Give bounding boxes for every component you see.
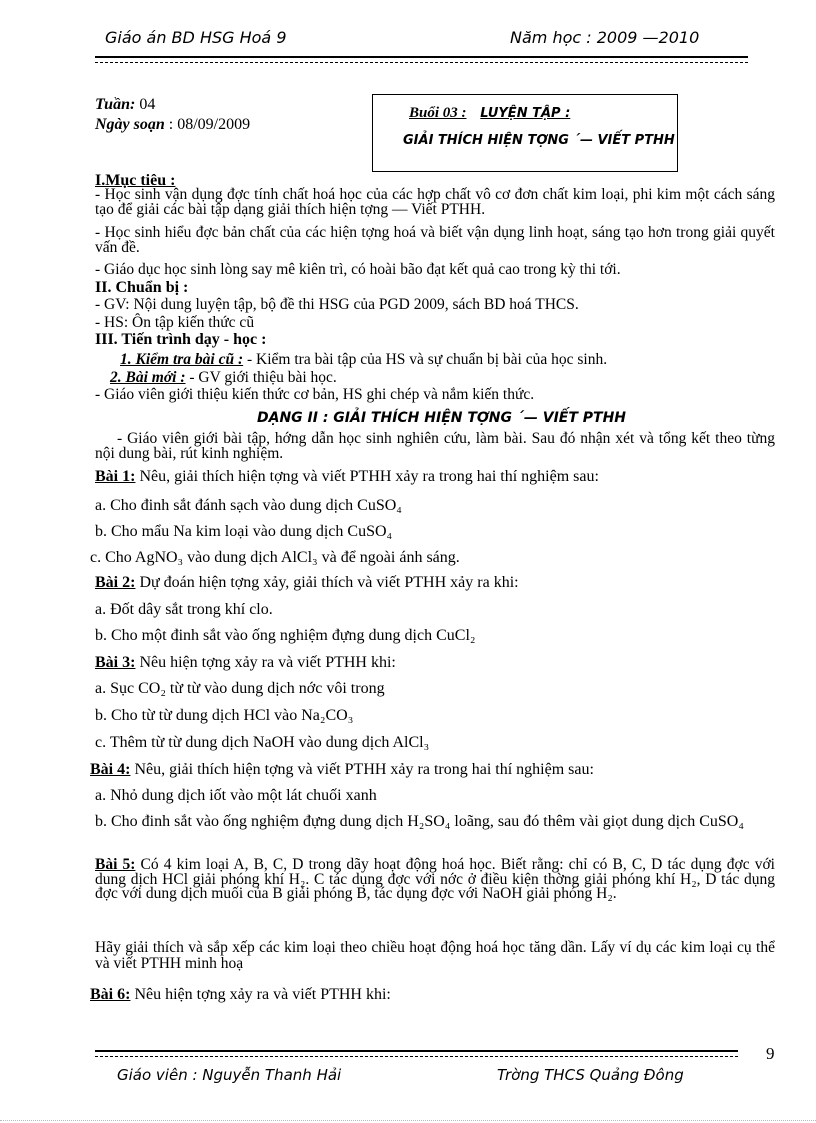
goal-3: - Giáo dục học sinh lòng say mê kiên trì, có hoài bão đạt kết quả cao trong kỳ thi tới. [95, 261, 621, 278]
session-title-box [372, 94, 678, 172]
step-2-text: - GV giới thiệu bài học. [185, 369, 337, 386]
exercise-1c: c. Cho AgNO₃ vào dung dịch AlCl₃ và để ngoài ánh sáng. [90, 549, 460, 566]
exercise-1-label: Bài 1: [95, 468, 136, 485]
exercise-1b: b. Cho mẩu Na kim loại vào dung dịch CuSO₄ [95, 523, 393, 540]
exercise-2: Bài 2: Dự đoán hiện tợng xảy, giải thích và viết PTHH xảy ra khi: [95, 574, 519, 591]
step-3: - Giáo viên giới thiệu kiến thức cơ bản, HS ghi chép và nắm kiến thức. [95, 386, 535, 403]
exercise-2a: a. Đốt dây sắt trong khí clo. [95, 601, 273, 618]
footer-teacher: Giáo viên : Nguyễn Thanh Hải [117, 1066, 342, 1084]
exercise-2-label: Bài 2: [95, 574, 136, 591]
header-title: Giáo án BD HSG Hoá 9 [105, 28, 287, 47]
step-2-label: 2. Bài mới : [110, 369, 186, 386]
header-divider-2 [95, 62, 748, 63]
footer-school: Trờng THCS Quảng Đông [497, 1066, 684, 1084]
session-label: Buổi 03 : [409, 105, 467, 121]
step-1 [120, 351, 607, 369]
section-prep-heading: II. Chuẩn bị : [95, 279, 189, 296]
exercise-4: Bài 4: Nêu, giải thích hiện tợng và viết PTHH xảy ra trong hai thí nghiệm sau: [90, 761, 594, 778]
step-1-label: 1. Kiểm tra bài cũ : [120, 351, 244, 368]
step-2 [110, 369, 337, 387]
date-label: Ngày soạn [95, 116, 165, 133]
page-number: 9 [766, 1044, 775, 1063]
dang-heading: DẠNG II : GIẢI THÍCH HIỆN TỢNG ˊ— VIẾT PTHH [257, 410, 627, 426]
date-line [95, 116, 250, 134]
exercise-3a: a. Sục CO₂ từ từ vào dung dịch nớc vôi trong [95, 680, 385, 697]
prep-gv: - GV: Nội dung luyện tập, bộ đề thi HSG của PGD 2009, sách BD hoá THCS. [95, 296, 579, 313]
prep-hs: - HS: Ôn tập kiến thức cũ [95, 314, 255, 331]
exercise-4a: a. Nhỏ dung dịch iốt vào một lát chuối xanh [95, 787, 377, 804]
exercise-3: Bài 3: Nêu hiện tợng xảy ra và viết PTHH khi: [95, 654, 396, 671]
intro-text: - Giáo viên giới bài tập, hớng dẫn học sinh nghiên cứu, làm bài. Sau đó nhận xét và tổng kết theo từng nội dung bài, rút kinh nghiệm. [95, 430, 775, 462]
section-process-heading: III. Tiến trình dạy - học : [95, 331, 267, 348]
page-edge [0, 1120, 816, 1121]
exercise-6-label: Bài 6: [90, 986, 131, 1003]
header-divider [95, 56, 748, 58]
exercise-3c: c. Thêm từ từ dung dịch NaOH vào dung dịch AlCl₃ [95, 734, 430, 751]
header-year: Năm học : 2009 —2010 [510, 28, 700, 47]
exercise-2b: b. Cho một đinh sắt vào ống nghiệm đựng dung dịch CuCl₂ [95, 627, 476, 644]
exercise-6: Bài 6: Nêu hiện tợng xảy ra và viết PTHH khi: [90, 986, 391, 1003]
exercise-1: Bài 1: Nêu, giải thích hiện tợng và viết PTHH xảy ra trong hai thí nghiệm sau: [95, 468, 599, 485]
exercise-1a: a. Cho đinh sắt đánh sạch vào dung dịch CuSO₄ [95, 497, 402, 514]
week-value: 04 [139, 96, 156, 113]
footer-divider [95, 1050, 738, 1052]
exercise-5-label: Bài 5: [95, 856, 136, 873]
exercise-4-label: Bài 4: [90, 761, 131, 778]
exercise-3b: b. Cho từ từ dung dịch HCl vào Na₂CO₃ [95, 707, 354, 724]
week-line [95, 96, 155, 114]
step-1-text: - Kiểm tra bài tập của HS và sự chuẩn bị bài của học sinh. [243, 351, 608, 368]
goal-1: - Học sinh vận dụng đợc tính chất hoá học của các hợp chất vô cơ đơn chất kim loại, phi kim một cách sáng tạo để giải các bài tập dạng giải thích hiện tợng — Viết PTHH. [95, 186, 775, 218]
session-topic: LUYỆN TẬP : [480, 106, 571, 121]
exercise-5-cont: Hãy giải thích và sắp xếp các kim loại theo chiều hoạt động hoá học tăng dần. Lấy ví dụ các kim loại cụ thể và viết PTHH minh hoạ [95, 939, 775, 972]
date-value: : 08/09/2009 [168, 116, 251, 133]
session-title-line [409, 105, 570, 122]
section-goals-heading: I.Mục tiêu : [95, 172, 176, 189]
goal-2: - Học sinh hiểu đợc bản chất của các hiện tợng hoá và biết vận dụng linh hoạt, sáng tạo hơn trong giải quyết vấn đề. [95, 224, 775, 256]
footer-divider-2 [95, 1056, 738, 1057]
week-label: Tuần: [95, 96, 136, 113]
session-subtitle: GIẢI THÍCH HIỆN TỢNG ˊ— VIẾT PTHH [403, 133, 675, 148]
exercise-4b: b. Cho đinh sắt vào ống nghiệm đựng dung dịch H₂SO₄ loãng, sau đó thêm vài giọt dung dịch CuSO₄ [95, 813, 744, 830]
exercise-3-label: Bài 3: [95, 654, 136, 671]
exercise-5: Bài 5: Có 4 kim loại A, B, C, D trong dãy hoạt động hoá học. Biết rằng: chỉ có B, C, D tác dụng đợc với dung dịch HCl giải phóng khí H₂. C tác dụng đợc với nớc ở điều kiện thờng giải phóng khí H₂, D tác dụng đợc với dung dịch muối của B giải phóng B, tác dụng đợc với NaOH giải phóng H₂. [95, 856, 775, 902]
